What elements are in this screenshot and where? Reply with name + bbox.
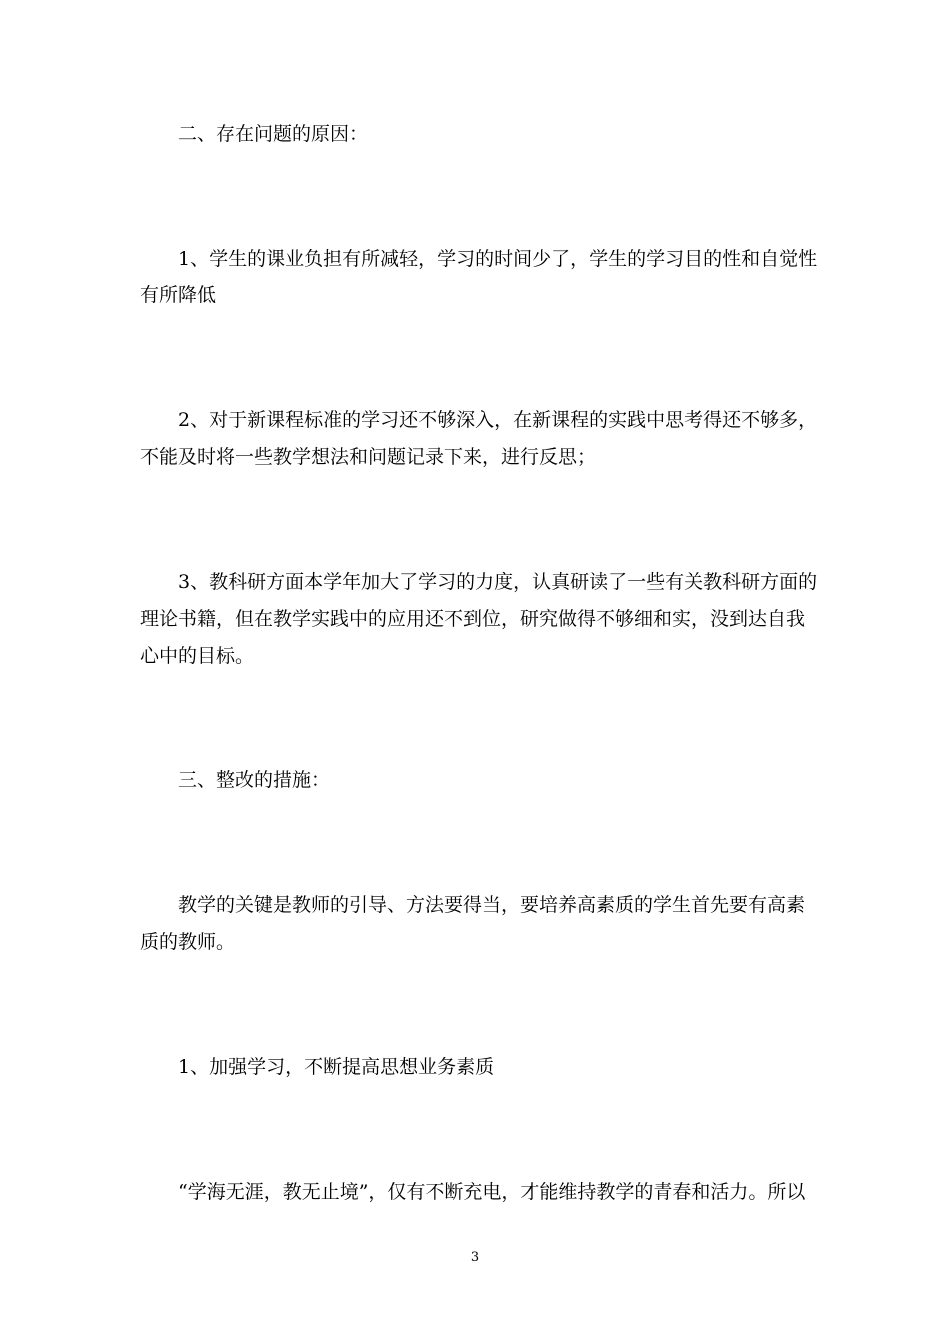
- section-heading-measures: 三、整改的措施：: [178, 769, 331, 791]
- paragraph-line: 质的教师。: [140, 931, 236, 953]
- paragraph-line: 3、教科研方面本学年加大了学习的力度，认真研读了一些有关教科研方面的: [178, 571, 818, 593]
- paragraph-line: 不能及时将一些教学想法和问题记录下来，进行反思；: [140, 446, 597, 468]
- paragraph-line: 理论书籍，但在教学实践中的应用还不到位，研究做得不够细和实，没到达自我: [140, 608, 806, 630]
- paragraph-line: 1、学生的课业负担有所减轻，学习的时间少了，学生的学习目的性和自觉性: [178, 248, 818, 270]
- paragraph-line: 有所降低: [140, 284, 217, 306]
- paragraph-line: 心中的目标。: [140, 645, 255, 667]
- section-heading-causes: 二、存在问题的原因：: [178, 123, 369, 145]
- paragraph-line: 2、对于新课程标准的学习还不够深入，在新课程的实践中思考得还不够多，: [178, 409, 818, 431]
- subheading-strengthen-learning: 1、加强学习，不断提高思想业务素质: [178, 1056, 495, 1078]
- page-number: 3: [470, 1250, 480, 1265]
- paragraph-line: 教学的关键是教师的引导、方法要得当，要培养高素质的学生首先要有高素: [178, 894, 806, 916]
- paragraph-line: “学海无涯，教无止境”，仅有不断充电，才能维持教学的青春和活力。所以: [178, 1181, 806, 1203]
